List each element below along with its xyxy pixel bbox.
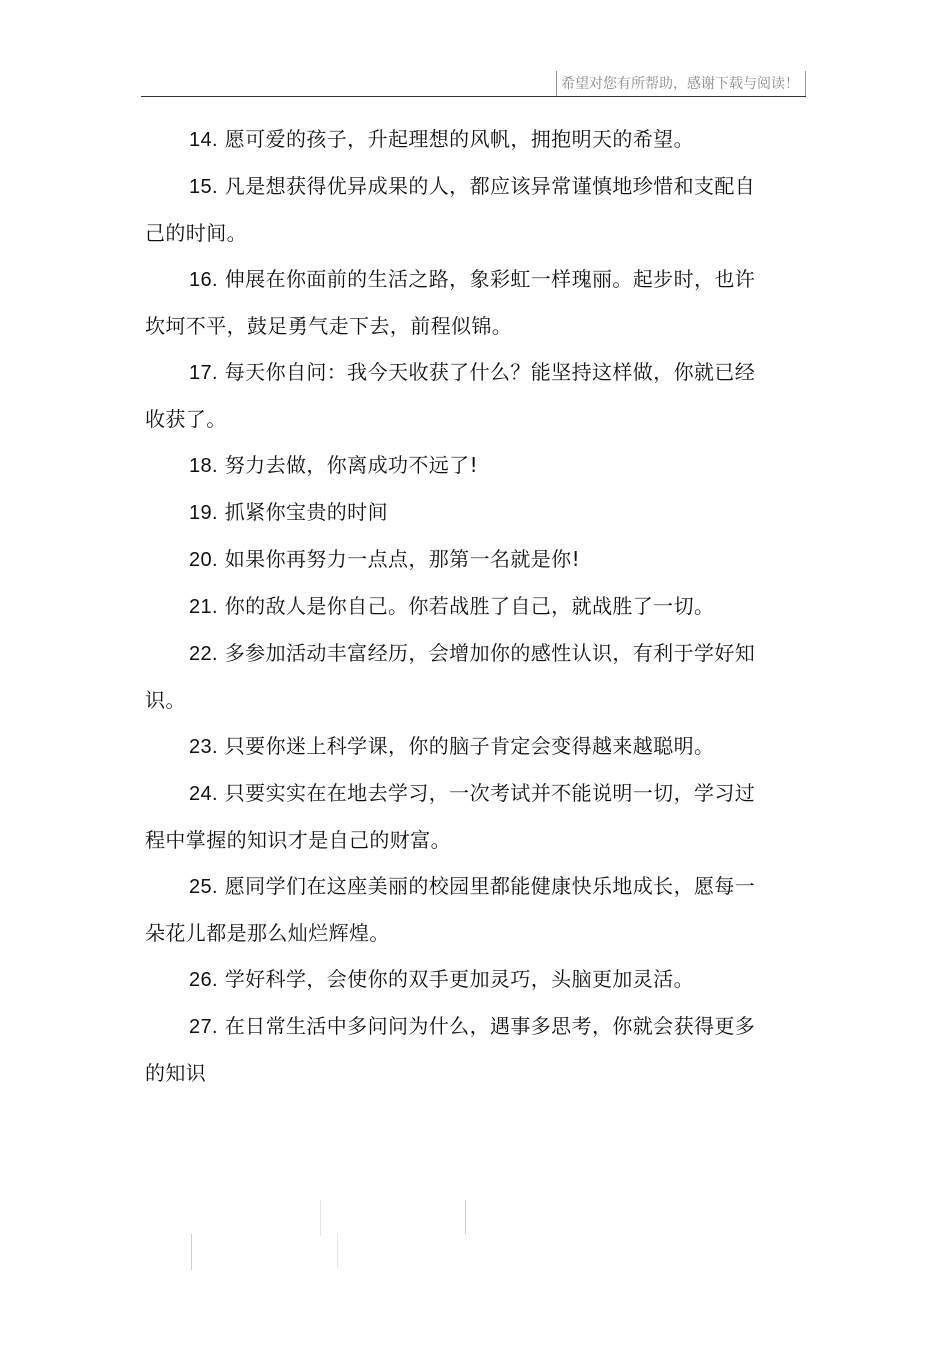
list-item — [145, 536, 767, 583]
list-item — [145, 256, 767, 349]
item-text: 多参加活动丰富经历，会增加你的感性认识，有利于学好知识。 — [145, 641, 756, 712]
item-text: 努力去做，你离成功不远了! — [224, 453, 478, 477]
faint-rule — [337, 1234, 338, 1268]
item-number: 15. — [189, 176, 219, 198]
header-divider — [141, 96, 806, 97]
document-body — [145, 116, 767, 1096]
item-text: 你的敌人是你自己。你若战胜了自己，就战胜了一切。 — [224, 594, 715, 618]
item-number: 16. — [189, 269, 219, 291]
item-text: 只要实实在在地去学习，一次考试并不能说明一切，学习过程中掌握的知识才是自己的财富。 — [145, 781, 756, 852]
item-number: 22. — [189, 643, 219, 665]
item-text: 愿可爱的孩子，升起理想的风帆，拥抱明天的希望。 — [224, 127, 694, 151]
list-item — [145, 442, 767, 489]
header-note: 希望对您有所帮助，感谢下载与阅读！ — [556, 71, 806, 97]
list-item — [145, 583, 767, 630]
item-text: 伸展在你面前的生活之路，象彩虹一样瑰丽。起步时，也许坎坷不平，鼓足勇气走下去，前程似锦。 — [145, 267, 756, 338]
item-number: 23. — [189, 736, 219, 758]
item-number: 14. — [189, 129, 219, 151]
item-number: 21. — [189, 596, 219, 618]
item-number: 25. — [189, 876, 219, 898]
faint-rule — [191, 1234, 192, 1270]
item-number: 24. — [189, 783, 219, 805]
faint-rule — [320, 1200, 321, 1236]
item-text: 学好科学，会使你的双手更加灵巧，头脑更加灵活。 — [224, 967, 694, 991]
item-text: 凡是想获得优异成果的人，都应该异常谨慎地珍惜和支配自己的时间。 — [145, 174, 756, 245]
item-number: 17. — [189, 362, 219, 384]
list-item — [145, 1003, 767, 1096]
item-number: 20. — [189, 549, 219, 571]
list-item — [145, 770, 767, 863]
item-text: 每天你自问：我今天收获了什么？能坚持这样做，你就已经收获了。 — [145, 360, 756, 431]
list-item — [145, 630, 767, 723]
item-text: 抓紧你宝贵的时间 — [224, 500, 388, 524]
item-number: 18. — [189, 455, 219, 477]
list-item — [145, 116, 767, 163]
list-item — [145, 956, 767, 1003]
item-text: 只要你迷上科学课，你的脑子肯定会变得越来越聪明。 — [224, 734, 715, 758]
item-number: 26. — [189, 969, 219, 991]
item-number: 27. — [189, 1016, 219, 1038]
list-item — [145, 723, 767, 770]
list-item — [145, 863, 767, 956]
list-item — [145, 349, 767, 442]
item-text: 愿同学们在这座美丽的校园里都能健康快乐地成长，愿每一朵花儿都是那么灿烂辉煌。 — [145, 874, 756, 945]
faint-rule — [465, 1200, 466, 1234]
list-item — [145, 163, 767, 256]
item-number: 19. — [189, 502, 219, 524]
item-text: 如果你再努力一点点，那第一名就是你! — [224, 547, 580, 571]
item-text: 在日常生活中多问问为什么，遇事多思考，你就会获得更多的知识 — [145, 1014, 756, 1085]
list-item — [145, 489, 767, 536]
